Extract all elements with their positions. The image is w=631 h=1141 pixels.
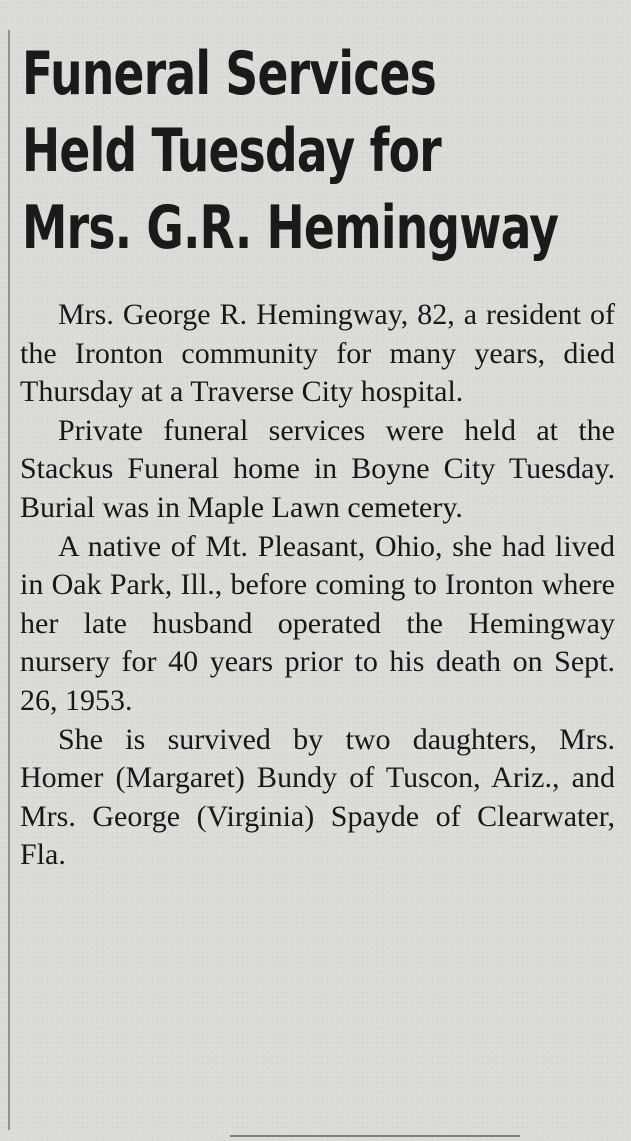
bottom-divider — [230, 1135, 520, 1137]
headline-line: Held Tuesday for — [22, 116, 441, 186]
headline-line: Funeral Services — [22, 39, 437, 109]
column-rule — [8, 30, 10, 1130]
article-body — [20, 296, 615, 875]
headline — [22, 36, 559, 267]
article-paragraph: She is survived by two daughters, Mrs. Homer (Margaret) Bundy of Tuscon, Ariz., and Mrs. George (Virginia) Spayde of Clearwater, Fla. — [20, 722, 615, 872]
article-paragraph: Private funeral services were held at the Stackus Funeral home in Boyne City Tuesday. Burial was in Maple Lawn cemetery. — [20, 413, 615, 524]
article-paragraph: A native of Mt. Pleasant, Ohio, she had lived in Oak Park, Ill., before coming to Ironton where her late husband operated the Hemingway nursery for 40 years prior to his death on Sept. 26, 1953. — [20, 529, 615, 717]
article-paragraph: Mrs. George R. Hemingway, 82, a resident of the Ironton community for many years, died Thursday at a Traverse City hospital. — [20, 298, 615, 409]
headline-line: Mrs. G.R. Hemingway — [22, 193, 559, 263]
